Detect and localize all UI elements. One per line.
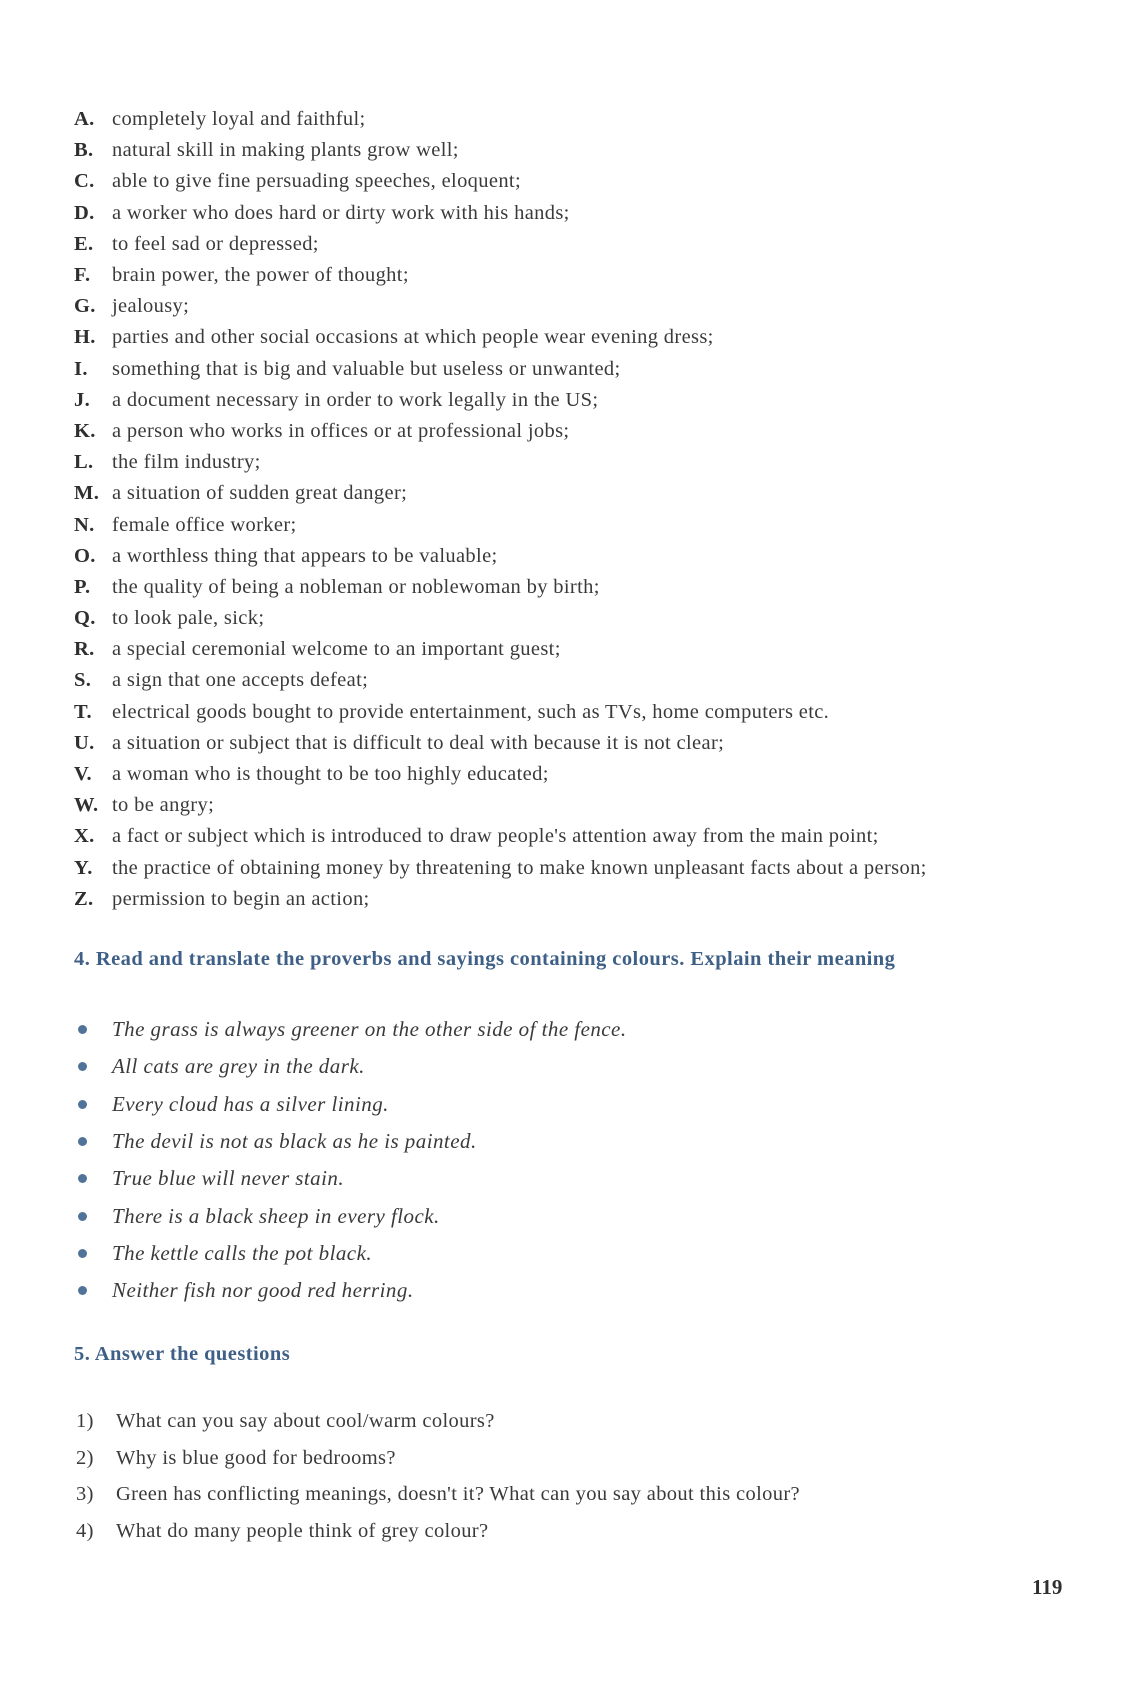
definition-item [74,229,1094,260]
definition-item [74,853,1094,884]
definition-letter: U. [74,731,95,754]
definition-item [74,665,1094,696]
definition-letter: F. [74,264,91,287]
definition-item [74,354,1094,385]
definition-text: jealousy; [112,295,190,318]
definition-letter: Q. [74,607,96,630]
proverb-text: There is a black sheep in every flock. [112,1203,440,1228]
proverb-text: Every cloud has a silver lining. [112,1091,389,1116]
definition-item [74,447,1094,478]
proverb-item [74,1160,1054,1197]
definition-text: a woman who is thought to be too highly educated; [112,763,549,786]
definition-text: to be angry; [112,794,215,817]
definition-item [74,166,1094,197]
bullet-icon [78,1137,87,1146]
bullet-icon [78,1286,87,1295]
definition-item [74,198,1094,229]
definition-item [74,821,1094,852]
definition-letter: E. [74,232,94,255]
definition-text: completely loyal and faithful; [112,108,366,131]
proverb-text: The kettle calls the pot black. [112,1240,373,1265]
definition-text: a situation or subject that is difficult to deal with because it is not clear; [112,731,725,754]
definition-text: able to give fine persuading speeches, eloquent; [112,170,522,193]
definition-item [74,634,1094,665]
definition-item [74,884,1094,915]
question-text: Why is blue good for bedrooms? [116,1446,396,1469]
exercise-4-title: Read and translate the proverbs and sayings containing colours. Explain their meaning [95,948,896,970]
definition-letter: N. [74,513,95,536]
proverb-text: True blue will never stain. [112,1166,345,1191]
bullet-icon [78,1212,87,1221]
proverbs-list [74,1011,1054,1309]
question-text: What do many people think of grey colour? [116,1519,489,1542]
definition-item [74,790,1094,821]
definition-text: permission to begin an action; [112,887,370,910]
definition-letter: R. [74,638,95,661]
definition-letter: Z. [74,887,94,910]
proverb-item [74,1235,1054,1272]
definition-text: a document necessary in order to work legally in the US; [112,388,599,411]
definition-text: to look pale, sick; [112,607,265,630]
proverb-text: All cats are grey in the dark. [112,1054,365,1079]
question-item [76,1403,1056,1440]
question-number: 1) [76,1409,94,1432]
proverb-text: Neither fish nor good red herring. [112,1278,414,1303]
questions-list [76,1403,1056,1550]
definition-item [74,572,1094,603]
definition-letter: K. [74,419,96,442]
exercise-5-number: 5. [74,1343,91,1365]
definition-letter: W. [74,794,99,817]
definition-item [74,260,1094,291]
definition-letter: O. [74,544,96,567]
definition-letter: X. [74,825,95,848]
definition-letter: J. [74,388,91,411]
definition-text: a sign that one accepts defeat; [112,669,369,692]
question-number: 4) [76,1519,94,1542]
page-number: 119 [1032,1575,1063,1599]
question-number: 3) [76,1483,94,1506]
definition-letter: P. [74,575,91,598]
question-number: 2) [76,1446,94,1469]
question-item [76,1440,1056,1477]
question-item [76,1476,1056,1513]
definition-letter: S. [74,669,92,692]
bullet-icon [78,1025,87,1034]
definition-item [74,759,1094,790]
definition-item [74,291,1094,322]
definition-text: a fact or subject which is introduced to draw people's attention away from the main point; [112,825,879,848]
definition-text: a situation of sudden great danger; [112,482,408,505]
definition-letter: T. [74,700,92,723]
definition-item [74,104,1094,135]
proverb-item [74,1123,1054,1160]
definition-item [74,728,1094,759]
bullet-icon [78,1100,87,1109]
definition-item [74,509,1094,540]
exercise-4-heading [74,948,895,971]
question-text: Green has conflicting meanings, doesn't it? What can you say about this colour? [116,1483,800,1506]
definition-letter: A. [74,108,95,131]
bullet-icon [78,1062,87,1071]
definitions-list [74,104,1094,915]
definition-text: parties and other social occasions at which people wear evening dress; [112,326,714,349]
proverb-text: The grass is always greener on the other side of the fence. [112,1017,627,1042]
definition-item [74,135,1094,166]
definition-text: something that is big and valuable but useless or unwanted; [112,357,621,380]
definition-text: the practice of obtaining money by threatening to make known unpleasant facts about a person; [112,856,927,879]
exercise-4-number: 4. [74,948,91,970]
proverb-item [74,1197,1054,1234]
definition-item [74,416,1094,447]
proverb-item [74,1048,1054,1085]
definition-letter: D. [74,201,95,224]
definition-letter: H. [74,326,96,349]
definition-text: brain power, the power of thought; [112,264,409,287]
definition-letter: Y. [74,856,93,879]
definition-letter: G. [74,295,96,318]
question-item [76,1513,1056,1550]
exercise-5-title: Answer the questions [94,1343,291,1365]
definition-text: the film industry; [112,451,261,474]
definition-letter: L. [74,451,94,474]
definition-letter: M. [74,482,100,505]
definition-text: a worker who does hard or dirty work with his hands; [112,201,570,224]
definition-text: a special ceremonial welcome to an important guest; [112,638,561,661]
definition-text: the quality of being a nobleman or noblewoman by birth; [112,575,600,598]
definition-item [74,322,1094,353]
proverb-item [74,1011,1054,1048]
proverb-item [74,1086,1054,1123]
bullet-icon [78,1174,87,1183]
definition-item [74,385,1094,416]
definition-text: a person who works in offices or at professional jobs; [112,419,570,442]
definition-letter: V. [74,763,92,786]
definition-letter: B. [74,139,94,162]
definition-item [74,541,1094,572]
definition-letter: C. [74,170,95,193]
proverb-text: The devil is not as black as he is painted. [112,1129,477,1154]
definition-item [74,478,1094,509]
proverb-item [74,1272,1054,1309]
definition-item [74,603,1094,634]
bullet-icon [78,1249,87,1258]
definition-letter: I. [74,357,88,380]
definition-text: natural skill in making plants grow well; [112,139,459,162]
definition-text: electrical goods bought to provide entertainment, such as TVs, home computers etc. [112,700,830,723]
definition-text: a worthless thing that appears to be valuable; [112,544,498,567]
definition-item [74,697,1094,728]
definition-text: female office worker; [112,513,297,536]
exercise-5-heading [74,1343,290,1366]
definition-text: to feel sad or depressed; [112,232,319,255]
question-text: What can you say about cool/warm colours? [116,1409,495,1432]
